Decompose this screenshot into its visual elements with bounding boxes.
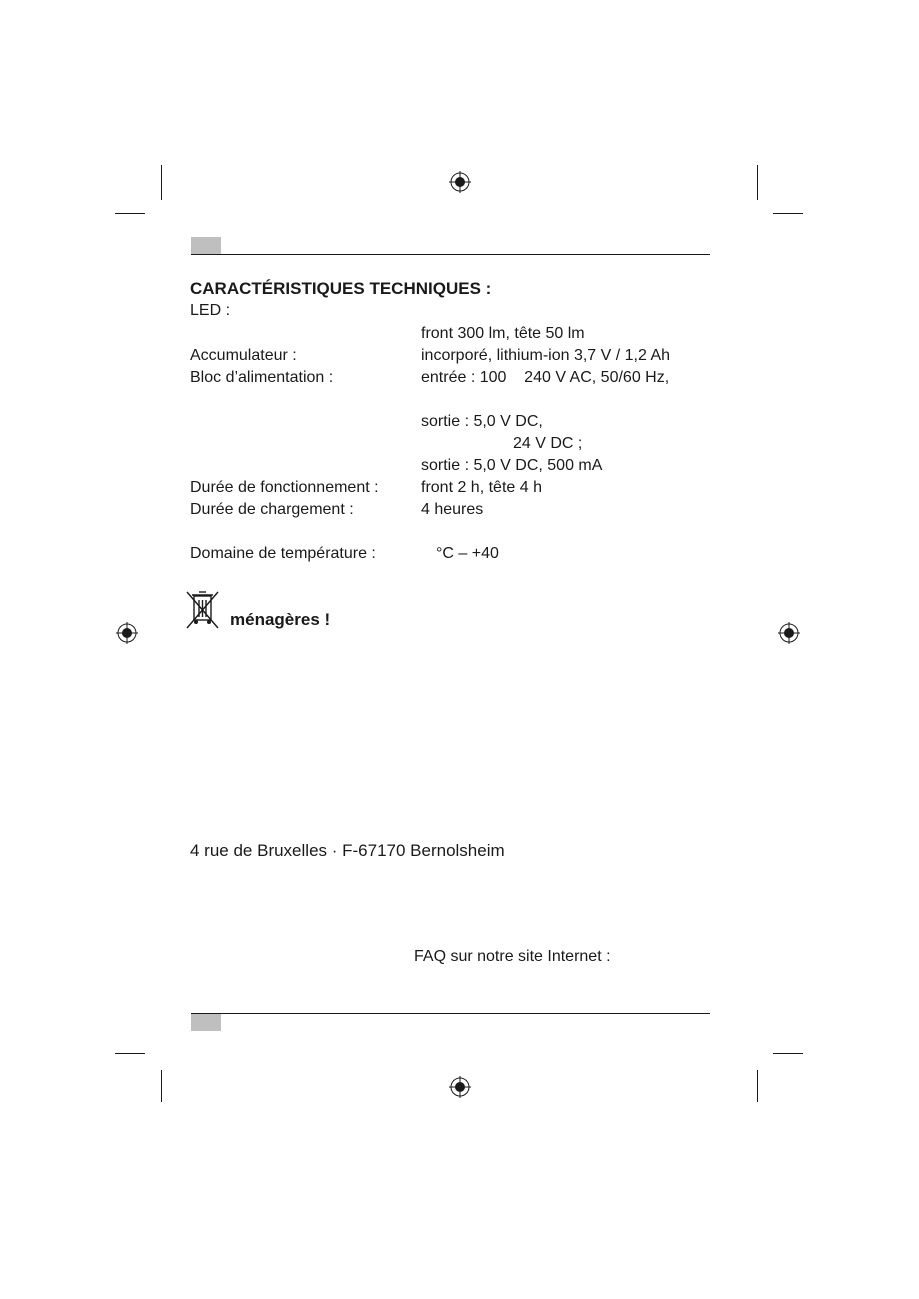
header-rule xyxy=(191,254,710,255)
crop-mark-top-left-h xyxy=(115,213,145,214)
crop-mark-bottom-left-v xyxy=(161,1070,162,1102)
crop-mark-top-right-h xyxy=(773,213,803,214)
bloc-24v: 24 V DC ; xyxy=(513,435,583,452)
footer-tab xyxy=(191,1014,221,1031)
registration-mark-icon xyxy=(449,1076,471,1098)
bloc-entree: entrée : 100 240 V AC, 50/60 Hz, xyxy=(421,369,670,386)
accu-value: incorporé, lithium-ion 3,7 V / 1,2 Ah xyxy=(421,347,671,364)
section-heading: CARACTÉRISTIQUES TECHNIQUES : xyxy=(190,279,492,298)
duree-fonctionnement-label: Durée de fonctionnement : xyxy=(190,479,379,496)
bloc-sortie-2: sortie : 5,0 V DC, 500 mA xyxy=(421,457,603,474)
crop-mark-bottom-right-h xyxy=(773,1053,803,1054)
registration-mark-icon xyxy=(778,622,800,644)
duree-chargement-label: Durée de chargement : xyxy=(190,501,354,518)
header-tab xyxy=(191,237,221,254)
bloc-sortie-1: sortie : 5,0 V DC, xyxy=(421,413,543,430)
company-address: 4 rue de Bruxelles · F-67170 Bernolsheim xyxy=(190,841,505,860)
crop-mark-top-right-v xyxy=(757,165,758,200)
footer-rule xyxy=(191,1013,710,1014)
faq-text: FAQ sur notre site Internet : xyxy=(414,948,611,965)
accu-label: Accumulateur : xyxy=(190,347,297,364)
crop-mark-bottom-right-v xyxy=(757,1070,758,1102)
crop-mark-top-left-v xyxy=(161,165,162,200)
crop-mark-bottom-left-h xyxy=(115,1053,145,1054)
bloc-label: Bloc d’alimentation : xyxy=(190,369,334,386)
duree-fonctionnement-value: front 2 h, tête 4 h xyxy=(421,479,542,496)
disposal-text: ménagères ! xyxy=(230,610,331,629)
crossed-out-bin-icon xyxy=(183,586,223,630)
temperature-value: °C – +40 xyxy=(436,545,499,562)
registration-mark-icon xyxy=(116,622,138,644)
led-value: front 300 lm, tête 50 lm xyxy=(421,325,585,342)
duree-chargement-value: 4 heures xyxy=(421,501,484,518)
temperature-label: Domaine de température : xyxy=(190,545,376,562)
led-label: LED : xyxy=(190,302,231,319)
registration-mark-icon xyxy=(449,171,471,193)
